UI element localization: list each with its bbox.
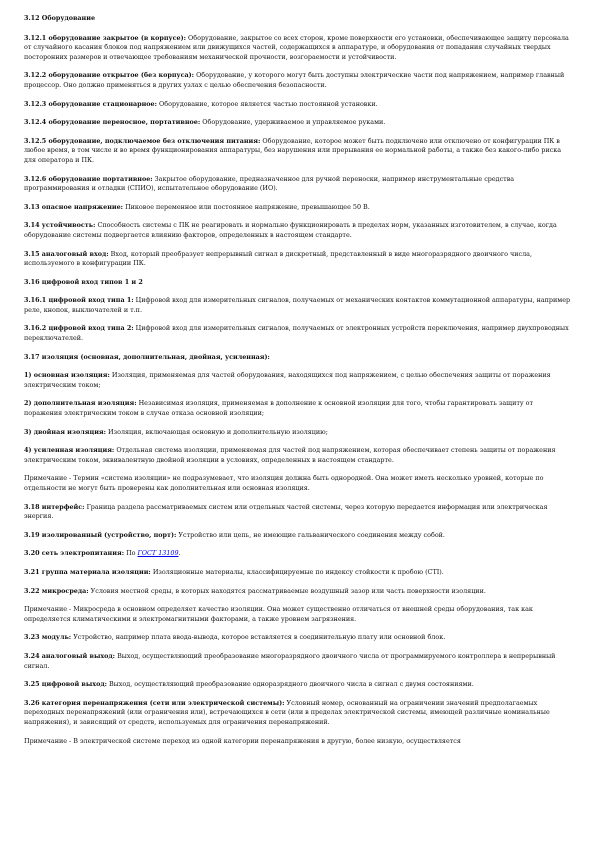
definition-text: Оборудование, закрытое со всех сторон, кроме поверхности его установки, обеспечивающее защиту персонала от случайного касания блоков под напряжением или движущихся частей, содержащихся в аппаратуре, и оборудования от попадания случайных твердых посторонних размеров и отвечающее требованиям механической прочности, возгораемости и устойчивости.: [24, 33, 569, 61]
definition-text: Цифровой вход для измерительных сигналов, получаемых от механических контактов коммутационной аппаратуры, например реле, кнопок, выключателей и т.п.: [24, 296, 571, 314]
term: 3.23 модуль:: [24, 633, 72, 642]
definition-text: Примечание - Термин «система изоляции» не подразумевает, что изоляция должна быть однородной. Она может иметь несколько уровней, которые по отдельности не могут быть проверены как дополнительная или основная изоляция.: [24, 474, 544, 492]
definition-text: Способность системы с ПК не реагировать и нормально функционировать в пределах норм, указанных изготовителем, в случае, когда оборудование системы подвергается влиянию факторов, определенных в настоящем стандарте.: [24, 221, 557, 239]
definition-paragraph: [24, 137, 571, 166]
definition-paragraph: [24, 652, 571, 671]
definition-paragraph: [24, 221, 571, 240]
definition-text: Изоляция, применяемая для частей оборудования, находящихся под напряжением, с целью обеспечения защиты от поражения электрическим током;: [24, 371, 551, 389]
term: 3.17 изоляция (основная, дополнительная, двойная, усиленная):: [24, 352, 270, 361]
term: 3.14 устойчивость:: [24, 221, 96, 230]
definition-text: Оборудование, удерживаемое и управляемое руками.: [200, 118, 386, 127]
term: 3.12.1 оборудование закрытое (в корпусе):: [24, 33, 186, 42]
term: 2) дополнительная изоляция:: [24, 399, 137, 408]
term: 3.18 интерфейс:: [24, 502, 85, 511]
definition-paragraph: [24, 278, 571, 288]
term: 3.12.4 оборудование переносное, портативное:: [24, 118, 201, 127]
definition-text: Примечание - В электрической системе переход из одной категории перенапряжения в другую, более низкую, осуществляется: [24, 736, 461, 745]
term: 3.15 аналоговый вход:: [24, 249, 109, 258]
definition-paragraph: [24, 296, 571, 315]
definition-paragraph: [24, 428, 571, 438]
definition-paragraph: [24, 399, 571, 418]
definition-paragraph: [24, 250, 571, 269]
term: 3.12.5 оборудование, подключаемое без отключения питания:: [24, 136, 261, 145]
definition-paragraph: [24, 446, 571, 465]
definition-text: Выход, осуществляющий преобразование многоразрядного двоичного числа от программируемого контроллера в непрерывный сигнал.: [24, 651, 556, 670]
term: 3.13 опасное напряжение:: [24, 202, 124, 211]
definition-paragraph: [24, 503, 571, 522]
definition-paragraph: [24, 680, 571, 690]
definition-paragraph: [24, 34, 571, 63]
definition-text: Примечание - Микросреда в основном определяет качество изоляции. Она может существенно отличаться от внешней среды оборудования, так как определяется климатическими и электромагнитными факторами, а также уровнем загрязнения.: [24, 605, 533, 623]
trailing-text: .: [178, 549, 181, 558]
definition-text: Изоляция, включающая основную и дополнительную изоляцию;: [106, 427, 328, 436]
definition-text: Отдельная система изоляции, применяемая для частей под напряжением, которая обеспечивает степень защиты от поражения электрическим током, эквивалентную двойной изоляции в условиях, определенных в настоящем стандарте.: [24, 446, 556, 464]
definition-text: Вход, который преобразует непрерывный сигнал в дискретный, представленный в виде многоразрядного двоичного числа, используемого в конфигурации ПК.: [24, 249, 533, 268]
term: 3.12.3 оборудование стационарное:: [24, 99, 157, 108]
definition-text: Независимая изоляция, применяемая в дополнение к основной изоляции для того, чтобы гарантировать защиту от поражения электрическим током в случае отказа основной изоляции;: [24, 399, 534, 418]
definition-text: Выход, осуществляющий преобразование одноразрядного двоичного числа в сигнал с двумя состояниями.: [106, 680, 474, 689]
term: 3.21 группа материала изоляции:: [24, 567, 151, 576]
definition-text: Условный номер, основанный на ограничении значений предполагаемых переходных перенапряжений (или ограничения или), встречающихся в сети (или в пределах электрической системы, имеющей различные номинальные напряжения), и зависящий от средств, используемых для ограничения перенапряжений.: [24, 698, 550, 726]
definition-text: Устройство, например плата ввода-вывода, которое вставляется в соединительную плату или основной блок.: [71, 633, 446, 642]
term: 3.20 сеть электропитания:: [24, 549, 125, 558]
definition-text: Оборудование, у которого могут быть доступны электрические части под напряжением, например главный процессор. Оно должно применяться в других узлах с целью обеспечения безопасности.: [24, 71, 565, 89]
definition-paragraph: [24, 699, 571, 728]
definition-text: Пиковое переменное или постоянное напряжение, превышающее 50 В.: [123, 202, 370, 211]
definition-text: Закрытое оборудование, предназначенное для ручной переноски, например инструментальные средства программирования и отладки (СПИО), испытательное оборудование (ИО).: [24, 174, 515, 193]
definition-paragraph: [24, 531, 571, 541]
term: 3.16.1 цифровой вход типа 1:: [24, 296, 134, 305]
note-paragraph: [24, 737, 571, 747]
term: 1) основная изоляция:: [24, 371, 110, 380]
term: 3.12.6 оборудование портативное:: [24, 174, 153, 183]
definition-paragraph: [24, 587, 571, 597]
term: 3.25 цифровой выход:: [24, 680, 107, 689]
section-heading: 3.12 Оборудование: [24, 14, 96, 22]
standard-link[interactable]: ГОСТ 13109: [137, 549, 179, 558]
definition-text: Изоляционные материалы, классифицируемые по индексу стойкости к пробою (СТI).: [150, 567, 444, 576]
definition-text: Граница раздела рассматриваемых систем или отдельных частей системы, через которую передается информация или электрическая энергия.: [24, 502, 548, 521]
definition-text: Оборудование, которое может быть подключено или отключено от конфигурации ПК в любое время, в том числе и во время функционирования аппаратуры, без нарушения или прерывания ее нормальной работы, а также без какого-либо риска для оператора и ПК.: [24, 136, 562, 164]
term: 3.22 микросреда:: [24, 586, 89, 595]
definition-text: Условия местной среды, в которых находятся рассматриваемые воздушный зазор или часть поверхности изоляции.: [88, 586, 486, 595]
term: 3.26 категория перенапряжения (сети или электрической системы):: [24, 698, 285, 707]
definition-paragraph: [24, 353, 571, 363]
definition-paragraph: [24, 371, 571, 390]
definition-text: По: [124, 549, 138, 558]
definition-paragraph: [24, 549, 571, 559]
term: 3.24 аналоговый выход:: [24, 651, 116, 660]
definition-paragraph: [24, 633, 571, 643]
definition-text: Цифровой вход для измерительных сигналов, получаемых от электронных устройств переключения, например двухпроводных переключателей.: [24, 324, 569, 343]
term: 3.19 изолированный (устройство, порт):: [24, 530, 177, 539]
term: 3.16.2 цифровой вход типа 2:: [24, 324, 134, 333]
definition-paragraph: [24, 71, 571, 90]
term: 4) усиленная изоляция:: [24, 446, 115, 455]
term: 3.16 цифровой вход типов 1 и 2: [24, 277, 143, 286]
definition-text: Оборудование, которое является частью постоянной установки.: [157, 99, 378, 108]
term: 3.12.2 оборудование открытое (без корпуса):: [24, 71, 195, 80]
term: 3) двойная изоляция:: [24, 427, 107, 436]
note-paragraph: [24, 474, 571, 493]
definition-paragraph: [24, 203, 571, 213]
definition-paragraph: [24, 100, 571, 110]
definition-paragraph: [24, 568, 571, 578]
definition-paragraph: [24, 118, 571, 128]
paragraph-list: [24, 34, 571, 747]
note-paragraph: [24, 605, 571, 624]
definition-paragraph: [24, 324, 571, 343]
definition-paragraph: [24, 175, 571, 194]
definition-text: Устройство или цепь, не имеющие гальванического соединения между собой.: [176, 530, 445, 539]
